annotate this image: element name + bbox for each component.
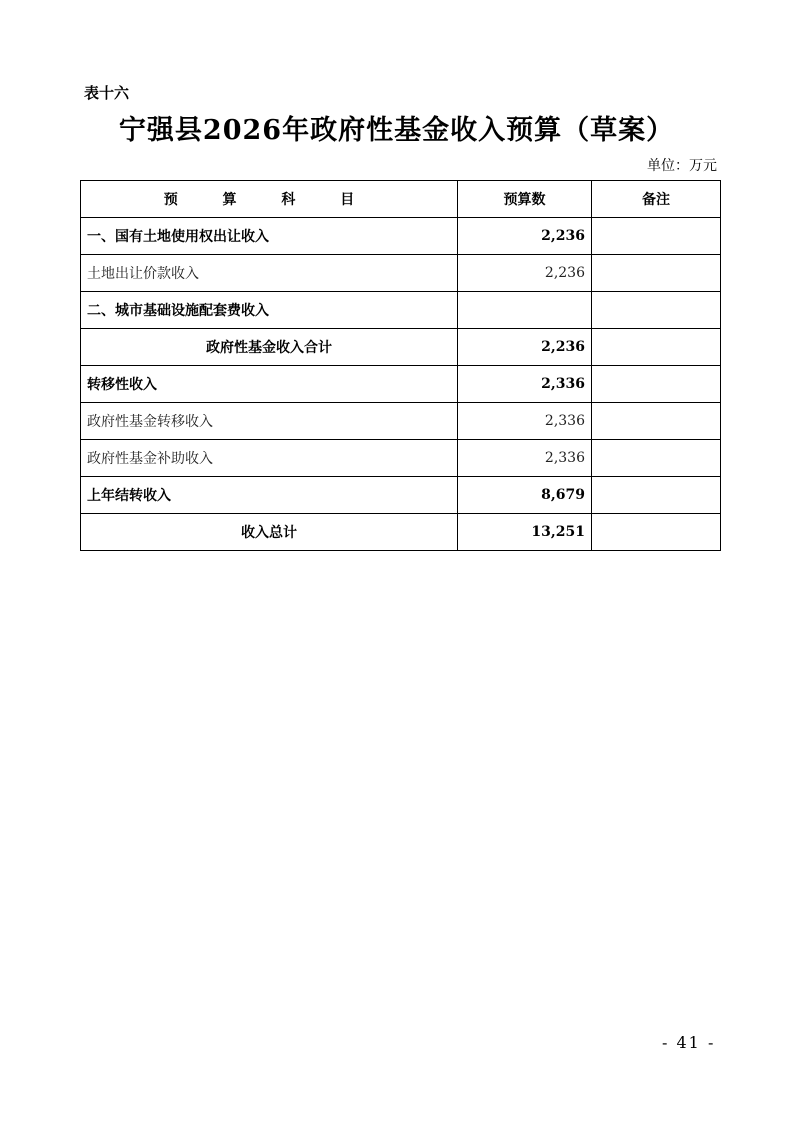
row-amount: 8,679 bbox=[458, 477, 592, 514]
row-note bbox=[592, 403, 721, 440]
row-amount: 2,236 bbox=[458, 255, 592, 292]
page-number: - 41 - bbox=[662, 1033, 716, 1052]
row-amount bbox=[458, 292, 592, 329]
table-number: 表十六 bbox=[84, 84, 130, 102]
row-note bbox=[592, 477, 721, 514]
table-row bbox=[81, 292, 721, 329]
row-note bbox=[592, 329, 721, 366]
table-row bbox=[81, 403, 721, 440]
row-note bbox=[592, 255, 721, 292]
row-amount: 13,251 bbox=[458, 514, 592, 551]
row-note bbox=[592, 218, 721, 255]
table-row bbox=[81, 218, 721, 255]
row-item: 政府性基金补助收入 bbox=[81, 440, 458, 477]
column-header-amount: 预算数 bbox=[458, 181, 592, 218]
row-note bbox=[592, 292, 721, 329]
table-row bbox=[81, 366, 721, 403]
table-header-row bbox=[81, 181, 721, 218]
row-item: 转移性收入 bbox=[81, 366, 458, 403]
row-note bbox=[592, 514, 721, 551]
column-header-item: 预 算 科 目 bbox=[81, 181, 458, 218]
row-note bbox=[592, 440, 721, 477]
table-row bbox=[81, 477, 721, 514]
budget-table bbox=[80, 180, 721, 551]
row-item: 政府性基金收入合计 bbox=[81, 329, 458, 366]
page-title: 宁强县2026年政府性基金收入预算（草案） bbox=[118, 115, 675, 146]
row-item: 一、国有土地使用权出让收入 bbox=[81, 218, 458, 255]
table-row bbox=[81, 514, 721, 551]
row-note bbox=[592, 366, 721, 403]
column-header-note: 备注 bbox=[592, 181, 721, 218]
row-amount: 2,236 bbox=[458, 329, 592, 366]
unit-label: 单位：万元 bbox=[647, 158, 717, 174]
table-row bbox=[81, 440, 721, 477]
row-item: 二、城市基础设施配套费收入 bbox=[81, 292, 458, 329]
row-item: 土地出让价款收入 bbox=[81, 255, 458, 292]
table-row bbox=[81, 255, 721, 292]
row-amount: 2,236 bbox=[458, 218, 592, 255]
row-amount: 2,336 bbox=[458, 403, 592, 440]
row-item: 收入总计 bbox=[81, 514, 458, 551]
table-row bbox=[81, 329, 721, 366]
row-item: 上年结转收入 bbox=[81, 477, 458, 514]
row-item: 政府性基金转移收入 bbox=[81, 403, 458, 440]
row-amount: 2,336 bbox=[458, 440, 592, 477]
row-amount: 2,336 bbox=[458, 366, 592, 403]
